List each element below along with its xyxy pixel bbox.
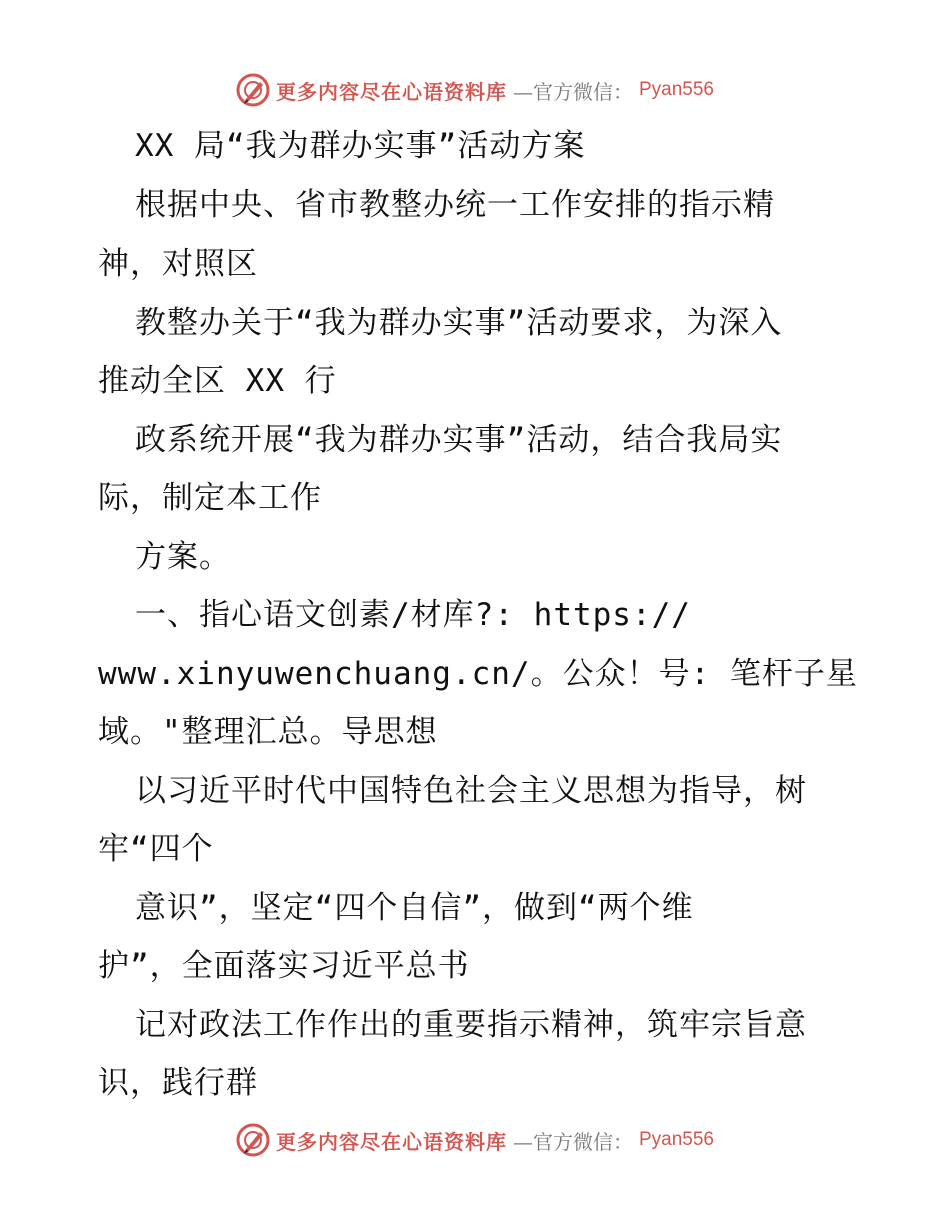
banner-wechat-id: Pyan556: [638, 79, 714, 100]
paragraph-line: 域。"整理汇总。导思想: [98, 714, 438, 750]
paragraph-line: 以习近平时代中国特色社会主义思想为指导，树: [135, 773, 807, 809]
footer-watermark-banner: [0, 1120, 950, 1160]
paragraph-line: 教整办关于“我为群办实事”活动要求，为深入: [135, 305, 783, 341]
paragraph-line: 记对政法工作作出的重要指示精神，筑牢宗旨意: [135, 1007, 807, 1043]
paragraph-line: 政系统开展“我为群办实事”活动，结合我局实: [135, 422, 783, 458]
paragraph-line: 神，对照区: [98, 246, 258, 282]
paragraph-line: 意识”，坚定“四个自信”，做到“两个维: [135, 890, 694, 926]
banner-main-text: 更多内容尽在心语资料库: [275, 1129, 507, 1154]
section-heading-line: 一、指心语文创素/材库?: https://: [135, 597, 691, 633]
paragraph-line: 根据中央、省市教整办统一工作安排的指示精: [135, 187, 775, 223]
document-title: XX 局“我为群办实事”活动方案: [135, 128, 586, 164]
paragraph-line: 牢“四个: [98, 831, 214, 867]
paragraph-line: 际，制定本工作: [98, 480, 322, 516]
paragraph-line: 识，践行群: [98, 1065, 258, 1101]
banner-sub-text: —官方微信：: [512, 1129, 633, 1154]
paragraph-line: 方案。: [135, 539, 231, 575]
paragraph-line: 推动全区 XX 行: [98, 363, 337, 399]
banner-wechat-id: Pyan556: [638, 1129, 714, 1150]
banner-sub-text: —官方微信：: [512, 79, 633, 104]
paragraph-line: www.xinyuwenchuang.cn/。公众！号: 笔杆子星: [98, 656, 858, 692]
pen-logo-icon: [236, 1123, 270, 1157]
banner-main-text: 更多内容尽在心语资料库: [275, 79, 507, 104]
paragraph-line: 护”，全面落实习近平总书: [98, 948, 470, 984]
